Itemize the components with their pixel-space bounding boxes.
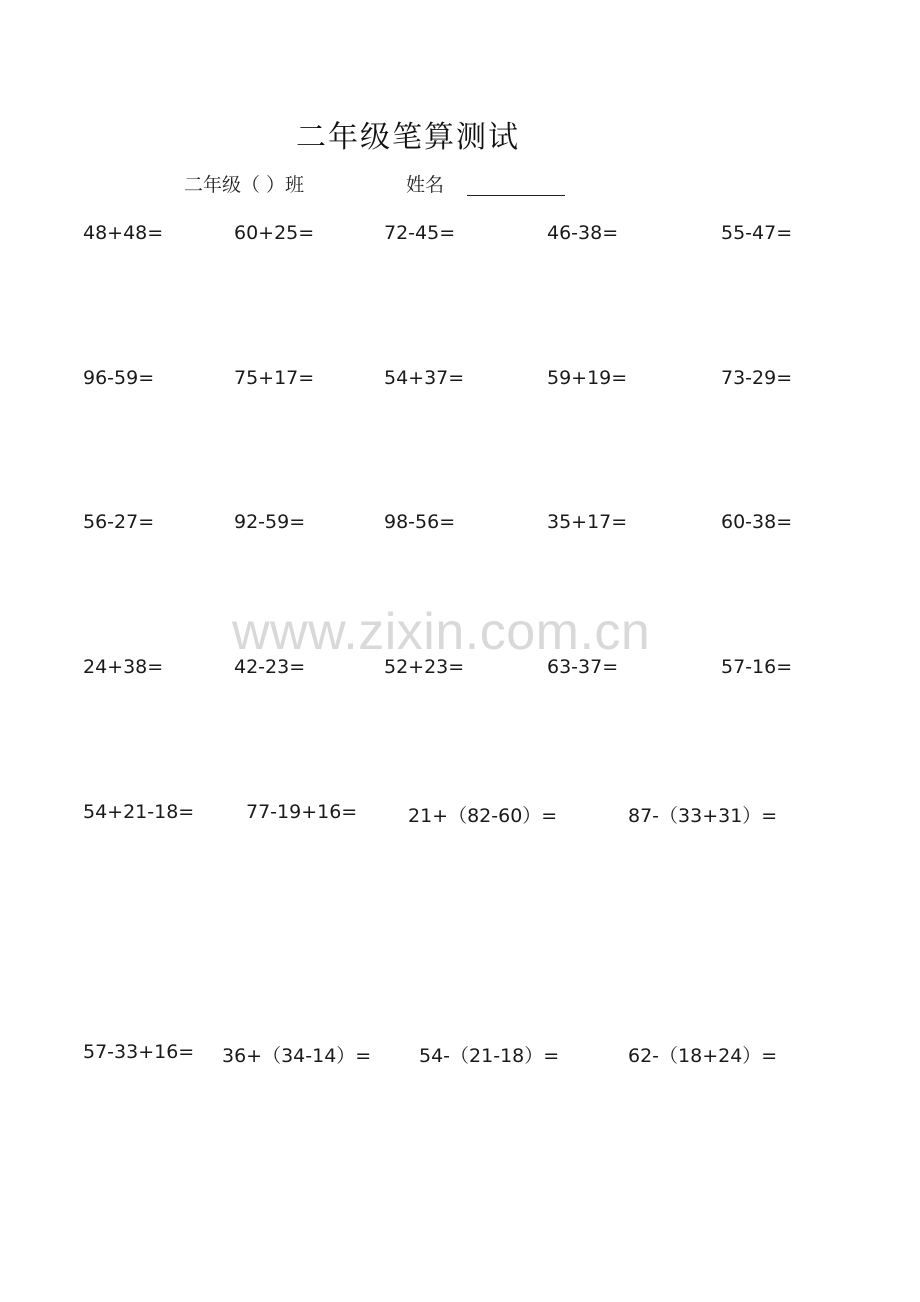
problem-r2-c5: 73-29= bbox=[721, 367, 793, 389]
problem-r6-c4: 62-（18+24）= bbox=[628, 1045, 778, 1067]
problem-r2-c1: 96-59= bbox=[83, 367, 155, 389]
problem-r5-c3: 21+（82-60）= bbox=[408, 805, 558, 827]
problem-r4-c4: 63-37= bbox=[547, 656, 619, 678]
problem-r1-c1: 48+48= bbox=[83, 222, 164, 244]
problem-r4-c3: 52+23= bbox=[384, 656, 465, 678]
problem-r6-c3: 54-（21-18）= bbox=[419, 1045, 560, 1067]
problem-r3-c2: 92-59= bbox=[234, 511, 306, 533]
problem-r1-c2: 60+25= bbox=[234, 222, 315, 244]
problem-r3-c5: 60-38= bbox=[721, 511, 793, 533]
watermark: www.zixin.com.cn bbox=[232, 603, 651, 661]
problem-r4-c2: 42-23= bbox=[234, 656, 306, 678]
problem-r1-c5: 55-47= bbox=[721, 222, 793, 244]
problem-r6-c2: 36+（34-14）= bbox=[222, 1045, 372, 1067]
problem-r1-c3: 72-45= bbox=[384, 222, 456, 244]
problem-r5-c2: 77-19+16= bbox=[246, 801, 358, 823]
problem-r2-c3: 54+37= bbox=[384, 367, 465, 389]
class-label: 二年级（ ）班 bbox=[184, 174, 305, 196]
page-title: 二年级笔算测试 bbox=[296, 120, 520, 155]
problem-r3-c3: 98-56= bbox=[384, 511, 456, 533]
problem-r5-c4: 87-（33+31）= bbox=[628, 805, 778, 827]
problem-r5-c1: 54+21-18= bbox=[83, 801, 195, 823]
problem-r4-c1: 24+38= bbox=[83, 656, 164, 678]
problem-r2-c4: 59+19= bbox=[547, 367, 628, 389]
problem-r4-c5: 57-16= bbox=[721, 656, 793, 678]
name-label: 姓名 bbox=[406, 174, 445, 196]
problem-r2-c2: 75+17= bbox=[234, 367, 315, 389]
problem-r3-c1: 56-27= bbox=[83, 511, 155, 533]
problem-r6-c1: 57-33+16= bbox=[83, 1041, 195, 1063]
name-blank-line bbox=[467, 195, 565, 196]
problem-r1-c4: 46-38= bbox=[547, 222, 619, 244]
problem-r3-c4: 35+17= bbox=[547, 511, 628, 533]
